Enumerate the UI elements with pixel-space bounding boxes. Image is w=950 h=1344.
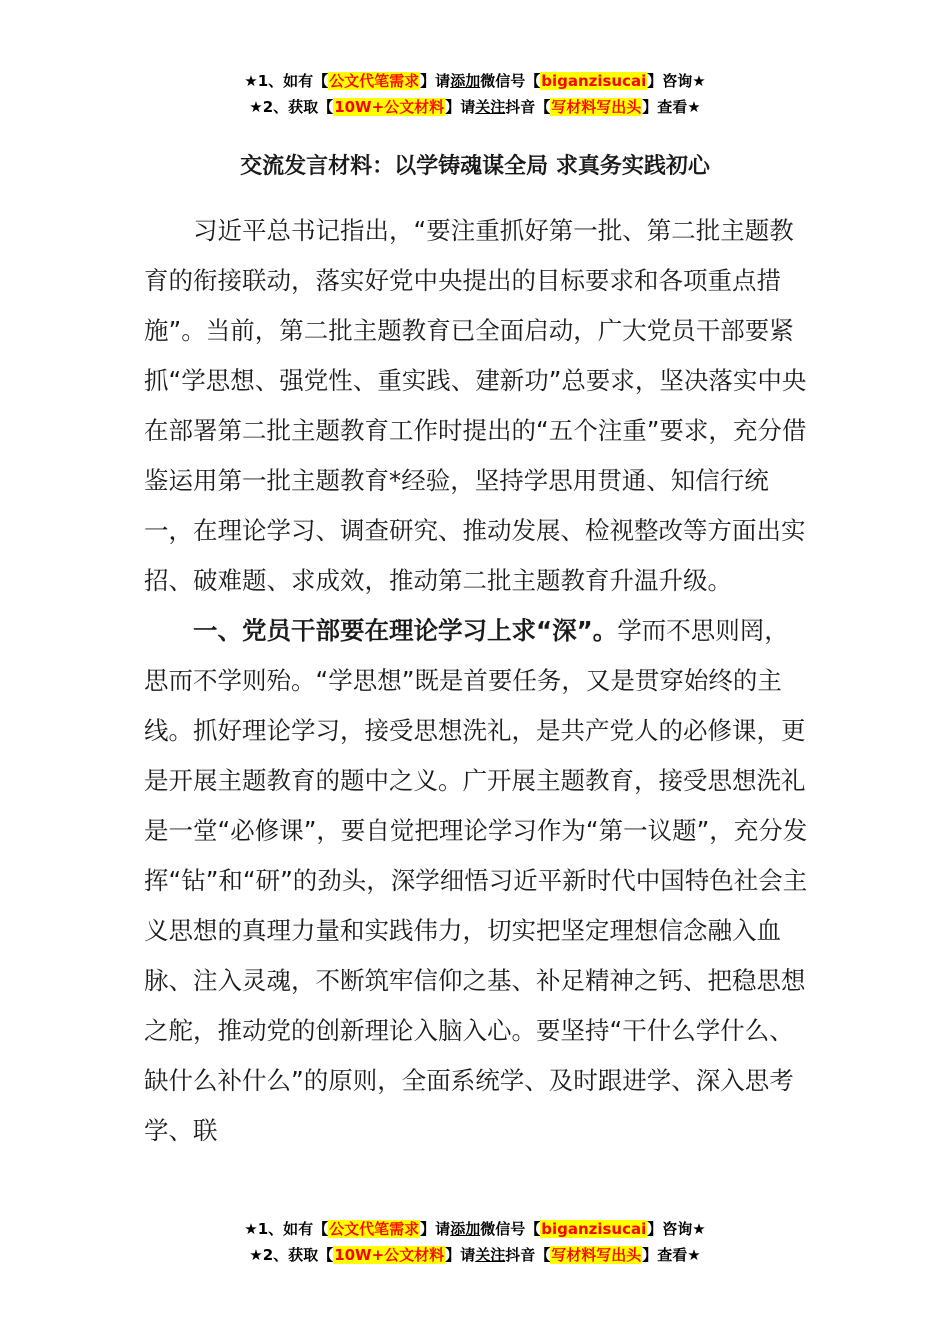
header-promo-banner: [0, 68, 950, 120]
promo-line-1: ★1、如有【公文代笔需求】请添加微信号【biganzisucai】咨询★: [244, 72, 706, 90]
promo-line-2: ★2、获取【10W+公文材料】请关注抖音【写材料写出头】查看★: [249, 1246, 701, 1264]
section-1-heading: 一、党员干部要在理论学习上求“深”。: [193, 616, 618, 645]
footer-promo-banner: [0, 1216, 950, 1268]
promo-highlight-service: 公文代笔需求: [329, 72, 420, 90]
promo-highlight-wechat: biganzisucai: [541, 72, 647, 90]
paragraph-intro: 习近平总书记指出，“要注重抓好第一批、第二批主题教育的衔接联动，落实好党中央提出的目标要求和各项重点措施”。当前，第二批主题教育已全面启动，广大党员干部要紧抓“学思想、强党性、重实践、建新功”总要求，坚决落实中央在部署第二批主题教育工作时提出的“五个注重”要求，充分借鉴运用第一批主题教育*经验，坚持学思用贯通、知信行统一，在理论学习、调查研究、推动发展、检视整改等方面出实招、破难题、求成效，推动第二批主题教育升温升级。: [144, 216, 807, 595]
promo-line-1: ★1、如有【公文代笔需求】请添加微信号【biganzisucai】咨询★: [244, 1220, 706, 1238]
document-body: [144, 206, 812, 1156]
promo-highlight-service: 公文代笔需求: [329, 1220, 420, 1238]
promo-highlight-douyin: 写材料写出头: [551, 98, 642, 116]
promo-highlight-materials: 10W+公文材料: [334, 1246, 445, 1264]
promo-highlight-materials: 10W+公文材料: [334, 98, 445, 116]
promo-highlight-wechat: biganzisucai: [541, 1220, 647, 1238]
document-title: 交流发言材料：以学铸魂谋全局 求真务实践初心: [240, 154, 710, 179]
promo-line-2: ★2、获取【10W+公文材料】请关注抖音【写材料写出头】查看★: [249, 98, 701, 116]
section-1-body: 学而不思则罔，思而不学则殆。“学思想”既是首要任务，又是贯穿始终的主线。抓好理论学习，接受思想洗礼，是共产党人的必修课，更是开展主题教育的题中之义。广开展主题教育，接受思想洗礼是一堂“必修课”，要自觉把理论学习作为“第一议题”，充分发挥“钻”和“研”的劲头，深学细悟习近平新时代中国特色社会主义思想的真理力量和实践伟力，切实把坚定理想信念融入血脉、注入灵魂，不断筑牢信仰之基、补足精神之钙、把稳思想之舵，推动党的创新理论入脑入心。要坚持“干什么学什么、缺什么补什么”的原则，全面系统学、及时跟进学、深入思考学、联: [144, 616, 808, 1145]
promo-highlight-douyin: 写材料写出头: [551, 1246, 642, 1264]
paragraph-section-1: [144, 606, 812, 1156]
